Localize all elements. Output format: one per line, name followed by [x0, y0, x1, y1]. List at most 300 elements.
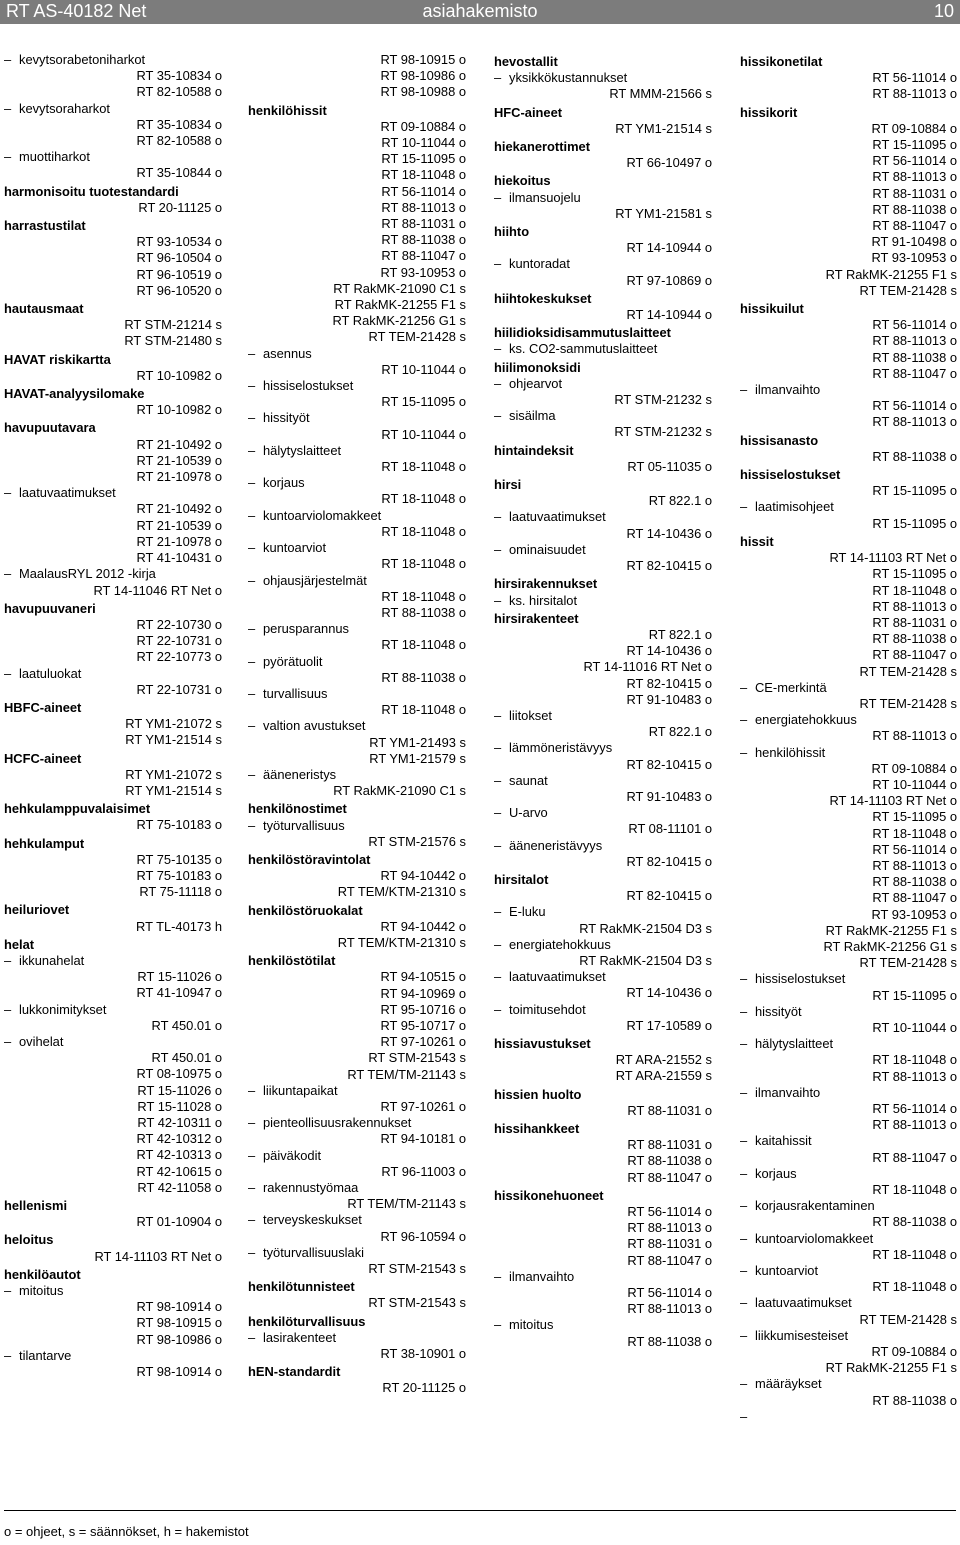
- index-heading: HAVAT-analyysilomake: [4, 386, 145, 402]
- index-reference: RT 91-10498 o: [871, 234, 957, 250]
- index-column-1: [4, 52, 222, 1380]
- index-subentry: – muottiharkot: [4, 149, 222, 165]
- index-reference: RT YM1-21581 s: [615, 205, 712, 221]
- index-reference: RT 18-11048 o: [872, 1246, 957, 1262]
- index-subentry: – lasirakenteet: [248, 1330, 466, 1346]
- index-reference: RT 18-11048 o: [381, 167, 466, 183]
- index-reference: RT 08-10975 o: [136, 1066, 222, 1082]
- index-reference: RT 14-11103 RT Net o: [829, 550, 957, 566]
- index-reference: RT 18-11048 o: [872, 1052, 957, 1068]
- index-reference: RT 96-10504 o: [136, 250, 222, 266]
- index-heading: HAVAT riskikartta: [4, 351, 111, 367]
- index-subentry: – kuntoarviot: [740, 1263, 957, 1279]
- index-reference: RT 15-11095 o: [872, 809, 957, 825]
- index-reference: RT 15-11095 o: [381, 151, 466, 167]
- index-reference: RT 82-10415 o: [626, 675, 712, 691]
- index-heading: hevostallit: [494, 54, 558, 69]
- index-reference: RT STM-21214 s: [124, 317, 222, 333]
- index-heading: henkilöstötilat: [248, 953, 336, 969]
- index-reference: RT 14-10436 o: [626, 525, 712, 541]
- index-subentry: – työturvallisuuslaki: [248, 1245, 466, 1261]
- index-subentry: – mitoitus: [4, 1283, 222, 1299]
- index-reference: RT 96-11003 o: [381, 1163, 466, 1179]
- index-reference: RT 96-10520 o: [136, 282, 222, 298]
- index-subentry: – saunat: [494, 773, 712, 789]
- index-reference: RT 94-10515 o: [380, 969, 466, 985]
- index-subentry: – laatuvaatimukset: [494, 509, 712, 525]
- index-reference: RT 18-11048 o: [381, 637, 466, 653]
- page-number: 10: [933, 1, 954, 21]
- index-subentry: – U-arvo: [494, 805, 712, 821]
- index-reference: RT 88-11038 o: [872, 1392, 957, 1408]
- index-heading: hautausmaat: [4, 301, 84, 317]
- index-subentry: – rakennustyömaa: [248, 1180, 466, 1196]
- index-reference: RT 42-10313 o: [136, 1147, 222, 1163]
- index-reference: RT 82-10415 o: [626, 558, 712, 574]
- index-reference: RT 18-11048 o: [872, 1182, 957, 1198]
- index-reference: RT 88-11038 o: [872, 874, 957, 890]
- index-reference: RT 21-10978 o: [136, 469, 222, 485]
- index-heading: hissikuilut: [740, 301, 804, 317]
- index-reference: RT 35-10834 o: [136, 68, 222, 84]
- index-column-3: [494, 52, 712, 1350]
- index-subentry: – ks. hirsitalot: [494, 593, 712, 609]
- index-subentry: – CE-merkintä: [740, 680, 957, 696]
- page-header: [0, 0, 960, 24]
- index-reference: RT 21-10492 o: [136, 501, 222, 517]
- index-reference: RT 09-10884 o: [871, 120, 957, 136]
- index-reference: RT STM-21480 s: [124, 333, 222, 349]
- index-reference: RT 93-10953 o: [871, 906, 957, 922]
- index-reference: RT 98-10914 o: [136, 1299, 222, 1315]
- index-reference: RT 88-11038 o: [872, 631, 957, 647]
- index-reference: RT 21-10539 o: [136, 517, 222, 533]
- index-reference: RT TEM-21428 s: [859, 1311, 957, 1327]
- index-reference: RT 450.01 o: [151, 1017, 222, 1033]
- index-heading: hirsirakenteet: [494, 610, 579, 626]
- index-heading: hiekanerottimet: [494, 139, 590, 155]
- index-reference: RT 97-10261 o: [380, 1034, 466, 1050]
- section-title: asiahakemisto: [422, 1, 538, 21]
- index-subentry: – hissityöt: [248, 410, 466, 426]
- legend-note: o = ohjeet, s = säännökset, h = hakemistot: [4, 1524, 249, 1539]
- index-reference: RT TEM-21428 s: [368, 329, 466, 345]
- index-subentry: – valtion avustukset: [248, 718, 466, 734]
- index-subentry: – sisäilma: [494, 408, 712, 424]
- index-reference: RT STM-21543 s: [368, 1050, 466, 1066]
- index-reference: RT 88-11047 o: [872, 365, 957, 381]
- index-heading: helat: [4, 936, 35, 952]
- index-reference: RT 15-11095 o: [381, 394, 466, 410]
- index-heading: heloitus: [4, 1232, 54, 1248]
- index-heading: henkilönostimet: [248, 801, 347, 817]
- index-heading: hehkulamput: [4, 835, 85, 851]
- index-heading: hissien huolto: [494, 1086, 582, 1102]
- index-reference: RT 18-11048 o: [381, 523, 466, 539]
- index-reference: RT 10-11044 o: [872, 776, 957, 792]
- index-reference: RT 98-10986 o: [380, 68, 466, 84]
- index-reference: RT 88-11038 o: [872, 201, 957, 217]
- index-heading: henkilöautot: [4, 1266, 81, 1282]
- index-reference: RT 21-10539 o: [136, 452, 222, 468]
- index-subentry: – liitokset: [494, 708, 712, 724]
- index-reference: RT 96-10519 o: [136, 266, 222, 282]
- index-reference: RT 88-11013 o: [872, 86, 957, 102]
- index-reference: RT 41-10947 o: [136, 985, 222, 1001]
- index-reference: RT YM1-21493 s: [369, 734, 466, 750]
- index-reference: RT 56-11014 o: [381, 183, 466, 199]
- index-reference: RT 82-10588 o: [136, 133, 222, 149]
- index-reference: RT 22-10731 o: [136, 681, 222, 697]
- index-subentry: – perusparannus: [248, 621, 466, 637]
- index-heading: hissiselostukset: [740, 467, 841, 483]
- index-subentry: – kuntoarviolomakkeet: [740, 1231, 957, 1247]
- index-subentry: – energiatehokkuus: [740, 712, 957, 728]
- index-reference: RT TL-40173 h: [136, 918, 222, 934]
- index-subentry: – ääneneristys: [248, 767, 466, 783]
- index-reference: RT 88-11031 o: [627, 1102, 712, 1118]
- index-reference: RT 88-11013 o: [872, 169, 957, 185]
- index-reference: RT 88-11038 o: [627, 1153, 712, 1169]
- index-heading: henkilöstöruokalat: [248, 902, 363, 918]
- index-reference: RT 82-10415 o: [626, 853, 712, 869]
- index-reference: RT 38-10901 o: [380, 1346, 466, 1362]
- index-reference: RT 18-11048 o: [381, 588, 466, 604]
- index-reference: RT 10-11044 o: [381, 135, 466, 151]
- index-subentry: – ovihelat: [4, 1034, 222, 1050]
- index-reference: RT 17-10589 o: [626, 1017, 712, 1033]
- index-reference: RT 15-11028 o: [137, 1098, 222, 1114]
- index-heading: havupuutavara: [4, 420, 96, 436]
- index-subentry: – MaalausRYL 2012 -kirja: [4, 566, 222, 582]
- index-subentry: – laatuvaatimukset: [494, 969, 712, 985]
- index-reference: RT YM1-21514 s: [125, 732, 222, 748]
- index-reference: RT YM1-21579 s: [369, 750, 466, 766]
- index-reference: RT RakMK-21504 D3 s: [579, 920, 712, 936]
- index-reference: RT 88-11047 o: [872, 647, 957, 663]
- index-heading: hiekoitus: [494, 173, 551, 189]
- index-subentry: – kuntoarviolomakkeet: [248, 508, 466, 524]
- index-heading: heiluriovet: [4, 902, 70, 918]
- index-heading: hiihtokeskukset: [494, 290, 592, 306]
- index-reference: RT 88-11031 o: [627, 1137, 712, 1153]
- index-reference: RT 22-10730 o: [136, 616, 222, 632]
- index-reference: RT RakMK-21255 F1 s: [825, 266, 957, 282]
- index-reference: RT 18-11048 o: [381, 459, 466, 475]
- index-reference: RT 94-10442 o: [380, 868, 466, 884]
- index-reference: RT 14-10944 o: [626, 240, 712, 256]
- index-subentry: – työturvallisuus: [248, 818, 466, 834]
- index-subentry: – ilmanvaihto: [740, 1085, 957, 1101]
- index-subentry: – hälytyslaitteet: [248, 443, 466, 459]
- index-reference: RT 450.01 o: [151, 1050, 222, 1066]
- index-reference: RT TEM/TM-21143 s: [347, 1196, 466, 1212]
- index-reference: RT ARA-21552 s: [615, 1052, 712, 1068]
- index-subentry: – kuntoradat: [494, 256, 712, 272]
- index-reference: RT 42-10615 o: [136, 1163, 222, 1179]
- index-reference: RT 88-11013 o: [381, 199, 466, 215]
- index-subentry: – tilantarve: [4, 1348, 222, 1364]
- index-reference: RT 98-10915 o: [380, 52, 466, 67]
- index-subentry: – turvallisuus: [248, 686, 466, 702]
- index-subentry: – kevytsorabetoniharkot: [4, 52, 222, 68]
- index-reference: RT 98-10914 o: [136, 1364, 222, 1380]
- index-subentry: – pienteollisuusrakennukset: [248, 1115, 466, 1131]
- index-reference: RT 14-10436 o: [626, 985, 712, 1001]
- index-reference: RT YM1-21514 s: [615, 120, 712, 136]
- index-heading: harmonisoitu tuotestandardi: [4, 183, 179, 199]
- index-reference: RT 10-11044 o: [381, 361, 466, 377]
- index-reference: RT 42-11058 o: [137, 1179, 222, 1195]
- index-reference: RT TEM/KTM-21310 s: [337, 884, 466, 900]
- index-reference: RT 822.1 o: [648, 493, 712, 509]
- index-subentry: – ikkunahelat: [4, 953, 222, 969]
- index-heading: henkilöhissit: [248, 102, 327, 118]
- index-heading: hiihto: [494, 224, 530, 240]
- index-heading: HCFC-aineet: [4, 750, 82, 766]
- index-reference: RT 42-10311 o: [137, 1115, 222, 1130]
- index-reference: RT 91-10483 o: [626, 788, 712, 804]
- index-reference: RT 88-11038 o: [872, 448, 957, 464]
- index-reference: RT 88-11013 o: [872, 333, 957, 349]
- index-reference: RT 88-11013 o: [872, 857, 957, 873]
- index-subentry: – korjaus: [248, 475, 466, 491]
- index-reference: RT RakMK-21504 D3 s: [579, 952, 712, 968]
- index-subentry: – laatuluokat: [4, 666, 222, 682]
- index-reference: RT 10-10982 o: [136, 402, 222, 418]
- index-heading: hirsitalot: [494, 871, 549, 887]
- index-reference: RT 88-11031 o: [381, 216, 466, 232]
- index-reference: RT 822.1 o: [648, 724, 712, 740]
- index-subentry: – ohjausjärjestelmät: [248, 573, 466, 589]
- index-reference: RT 82-10415 o: [626, 756, 712, 772]
- index-reference: RT 18-11048 o: [381, 702, 466, 718]
- index-reference: RT 88-11038 o: [381, 232, 466, 248]
- index-heading: hissikonehuoneet: [494, 1187, 604, 1203]
- index-subentry: – ilmanvaihto: [494, 1269, 712, 1285]
- index-reference: RT 98-10988 o: [380, 84, 466, 100]
- index-reference: RT 88-11038 o: [872, 1214, 957, 1230]
- index-reference: RT 35-10834 o: [136, 116, 222, 132]
- index-subentry: – energiatehokkuus: [494, 937, 712, 953]
- index-heading: hissikonetilat: [740, 54, 823, 69]
- index-reference: RT 20-11125 o: [382, 1380, 466, 1396]
- index-heading: hiilimonoksidi: [494, 359, 581, 375]
- index-reference: RT 75-10183 o: [136, 867, 222, 883]
- index-reference: RT 18-11048 o: [381, 491, 466, 507]
- index-reference: RT 88-11038 o: [872, 349, 957, 365]
- index-subentry: – yksikkökustannukset: [494, 70, 712, 86]
- index-heading: hirsirakennukset: [494, 576, 598, 592]
- index-reference: RT 88-11013 o: [627, 1301, 712, 1317]
- index-reference: RT 88-11013 o: [872, 1117, 957, 1133]
- index-heading: hintaindeksit: [494, 442, 574, 458]
- index-column-4: [740, 52, 957, 1409]
- index-reference: RT 56-11014 o: [872, 317, 957, 333]
- index-reference: RT TEM-21428 s: [859, 695, 957, 711]
- index-reference: RT 822.1 o: [648, 626, 712, 642]
- index-reference: RT RakMK-21090 C1 s: [333, 783, 466, 799]
- index-reference: RT 88-11047 o: [872, 218, 957, 234]
- index-reference: RT 98-10986 o: [136, 1331, 222, 1347]
- index-reference: RT 88-11047 o: [627, 1252, 712, 1268]
- index-reference: RT 22-10731 o: [136, 633, 222, 649]
- index-reference: RT 15-11095 o: [872, 137, 957, 153]
- index-heading: HBFC-aineet: [4, 699, 82, 715]
- index-reference: RT 22-10773 o: [136, 649, 222, 665]
- index-heading: hissit: [740, 533, 774, 549]
- index-reference: RT 56-11014 o: [627, 1285, 712, 1301]
- index-subentry: – kuntoarviot: [248, 540, 466, 556]
- index-heading: hirsi: [494, 477, 522, 493]
- index-subentry: – päiväkodit: [248, 1148, 466, 1164]
- footer-divider: [4, 1510, 956, 1511]
- index-subentry: – hissiselostukset: [248, 378, 466, 394]
- document-id: RT AS-40182 Net: [6, 1, 147, 21]
- index-reference: RT 91-10483 o: [626, 691, 712, 707]
- index-reference: RT TEM/KTM-21310 s: [337, 934, 466, 950]
- index-reference: RT 88-11013 o: [872, 598, 957, 614]
- index-reference: RT 75-10183 o: [136, 817, 222, 833]
- index-reference: RT YM1-21072 s: [125, 716, 222, 732]
- index-reference: RT RakMK-21090 C1 s: [333, 280, 466, 296]
- index-subentry: – korjaus: [740, 1166, 957, 1182]
- index-reference: RT RakMK-21255 F1 s: [825, 1360, 957, 1376]
- index-reference: RT 88-11047 o: [872, 890, 957, 906]
- index-reference: RT 88-11031 o: [627, 1236, 712, 1252]
- index-reference: RT 14-11046 RT Net o: [93, 582, 222, 598]
- index-subentry: – asennus: [248, 346, 466, 362]
- index-reference: RT 97-10869 o: [626, 272, 712, 288]
- index-subentry: – pyörätuolit: [248, 654, 466, 670]
- index-reference: RT 15-11095 o: [872, 483, 957, 499]
- index-reference: RT MMM-21566 s: [609, 86, 712, 102]
- index-reference: RT 14-11103 RT Net o: [94, 1248, 222, 1264]
- index-subentry: – ilmansuojelu: [494, 190, 712, 206]
- index-subentry: – E-luku: [494, 904, 712, 920]
- index-subentry: – hälytyslaitteet: [740, 1036, 957, 1052]
- index-subentry: – ääneneristävyys: [494, 838, 712, 854]
- index-subentry: – kevytsoraharkot: [4, 101, 222, 117]
- index-reference: RT STM-21232 s: [614, 392, 712, 408]
- index-reference: RT 88-11047 o: [381, 248, 466, 264]
- index-reference: RT 88-11013 o: [627, 1220, 712, 1236]
- index-heading: hehkulamppuvalaisimet: [4, 801, 151, 817]
- index-reference: RT 98-10915 o: [136, 1315, 222, 1331]
- index-heading: hissihankkeet: [494, 1121, 580, 1136]
- index-reference: RT 21-10978 o: [136, 533, 222, 549]
- index-reference: RT 41-10431 o: [136, 550, 222, 566]
- index-subentry: – laatuvaatimukset: [4, 485, 222, 501]
- index-reference: RT 88-11047 o: [627, 1169, 712, 1185]
- index-heading: HFC-aineet: [494, 104, 563, 120]
- index-reference: RT TEM-21428 s: [859, 955, 957, 971]
- index-reference: RT 66-10497 o: [626, 155, 712, 171]
- index-reference: RT 95-10716 o: [380, 1001, 466, 1017]
- index-reference: RT TEM-21428 s: [859, 282, 957, 298]
- index-heading: hissisanasto: [740, 432, 819, 448]
- index-reference: RT 95-10717 o: [380, 1017, 466, 1033]
- index-reference: RT STM-21232 s: [614, 424, 712, 440]
- index-reference: RT RakMK-21256 G1 s: [332, 313, 466, 329]
- index-reference: RT 56-11014 o: [627, 1204, 712, 1220]
- index-reference: RT 09-10884 o: [380, 118, 466, 134]
- index-reference: RT 14-10436 o: [626, 643, 712, 659]
- index-reference: RT 18-11048 o: [872, 1279, 957, 1295]
- index-heading: henkilötunnisteet: [248, 1279, 355, 1295]
- index-reference: RT 88-11031 o: [872, 614, 957, 630]
- index-subentry: – hissiselostukset: [740, 971, 957, 987]
- index-subentry: – kaitahissit: [740, 1133, 957, 1149]
- index-reference: RT 97-10261 o: [380, 1099, 466, 1114]
- index-heading: hissikorit: [740, 104, 798, 120]
- index-heading: hEN-standardit: [248, 1364, 341, 1380]
- index-subentry: – terveyskeskukset: [248, 1212, 466, 1228]
- index-reference: RT 56-11014 o: [872, 841, 957, 857]
- index-subentry: – ilmanvaihto: [740, 382, 957, 398]
- index-reference: RT 75-10135 o: [136, 851, 222, 867]
- index-reference: RT STM-21543 s: [368, 1261, 466, 1277]
- index-reference: RT 20-11125 o: [138, 199, 222, 215]
- index-reference: RT RakMK-21255 F1 s: [334, 297, 466, 313]
- index-subentry: – ominaisuudet: [494, 542, 712, 558]
- index-reference: RT 18-11048 o: [872, 825, 957, 841]
- index-reference: RT 88-11031 o: [872, 185, 957, 201]
- index-reference: RT 14-11016 RT Net o: [583, 659, 712, 675]
- index-reference: RT 10-10982 o: [136, 367, 222, 383]
- index-subentry: – laatimisohjeet: [740, 499, 957, 515]
- index-reference: RT 14-11103 RT Net o: [829, 793, 957, 809]
- index-reference: RT 82-10588 o: [136, 84, 222, 100]
- index-reference: RT 15-11095 o: [872, 566, 957, 582]
- index-reference: RT 42-10312 o: [136, 1131, 222, 1147]
- index-subentry: – korjausrakentaminen: [740, 1198, 957, 1214]
- index-reference: RT 10-11044 o: [381, 426, 466, 442]
- index-reference: RT RakMK-21256 G1 s: [823, 938, 957, 954]
- index-reference: RT 15-11095 o: [872, 515, 957, 531]
- index-reference: RT 94-10969 o: [380, 985, 466, 1001]
- index-heading: henkilöturvallisuus: [248, 1313, 366, 1329]
- index-reference: RT TEM-21428 s: [859, 663, 957, 679]
- index-reference: RT 88-11038 o: [381, 604, 466, 620]
- index-reference: RT 93-10953 o: [871, 250, 957, 266]
- index-subentry: – hissityöt: [740, 1004, 957, 1020]
- index-reference: RT TEM/TM-21143 s: [347, 1066, 466, 1082]
- index-reference: RT 88-11013 o: [872, 414, 957, 430]
- index-reference: RT 56-11014 o: [872, 398, 957, 414]
- index-reference: RT 01-10904 o: [136, 1214, 222, 1230]
- index-subentry: – laatuvaatimukset: [740, 1295, 957, 1311]
- index-reference: RT 82-10415 o: [626, 888, 712, 904]
- index-reference: RT 93-10534 o: [136, 234, 222, 250]
- index-subentry: – henkilöhissit: [740, 745, 957, 761]
- index-heading: harrastustilat: [4, 218, 86, 234]
- index-reference: RT 56-11014 o: [872, 70, 957, 86]
- index-subentry: – liikuntapaikat: [248, 1083, 466, 1099]
- index-subentry: – lukkonimitykset: [4, 1002, 222, 1018]
- index-reference: RT 15-11026 o: [137, 1082, 222, 1098]
- index-subentry: – ohjearvot: [494, 376, 712, 392]
- index-reference: RT 88-11047 o: [872, 1149, 957, 1165]
- index-reference: RT 75-11118 o: [139, 884, 222, 900]
- index-reference: RT 18-11048 o: [872, 582, 957, 598]
- index-reference: RT 88-11038 o: [381, 669, 466, 685]
- index-reference: RT 56-11014 o: [872, 1101, 957, 1116]
- index-reference: RT 05-11035 o: [627, 458, 712, 474]
- index-reference: RT YM1-21072 s: [125, 766, 222, 782]
- index-heading: hiilidioksidisammutuslaitteet: [494, 325, 671, 341]
- index-reference: RT 94-10181 o: [380, 1131, 466, 1147]
